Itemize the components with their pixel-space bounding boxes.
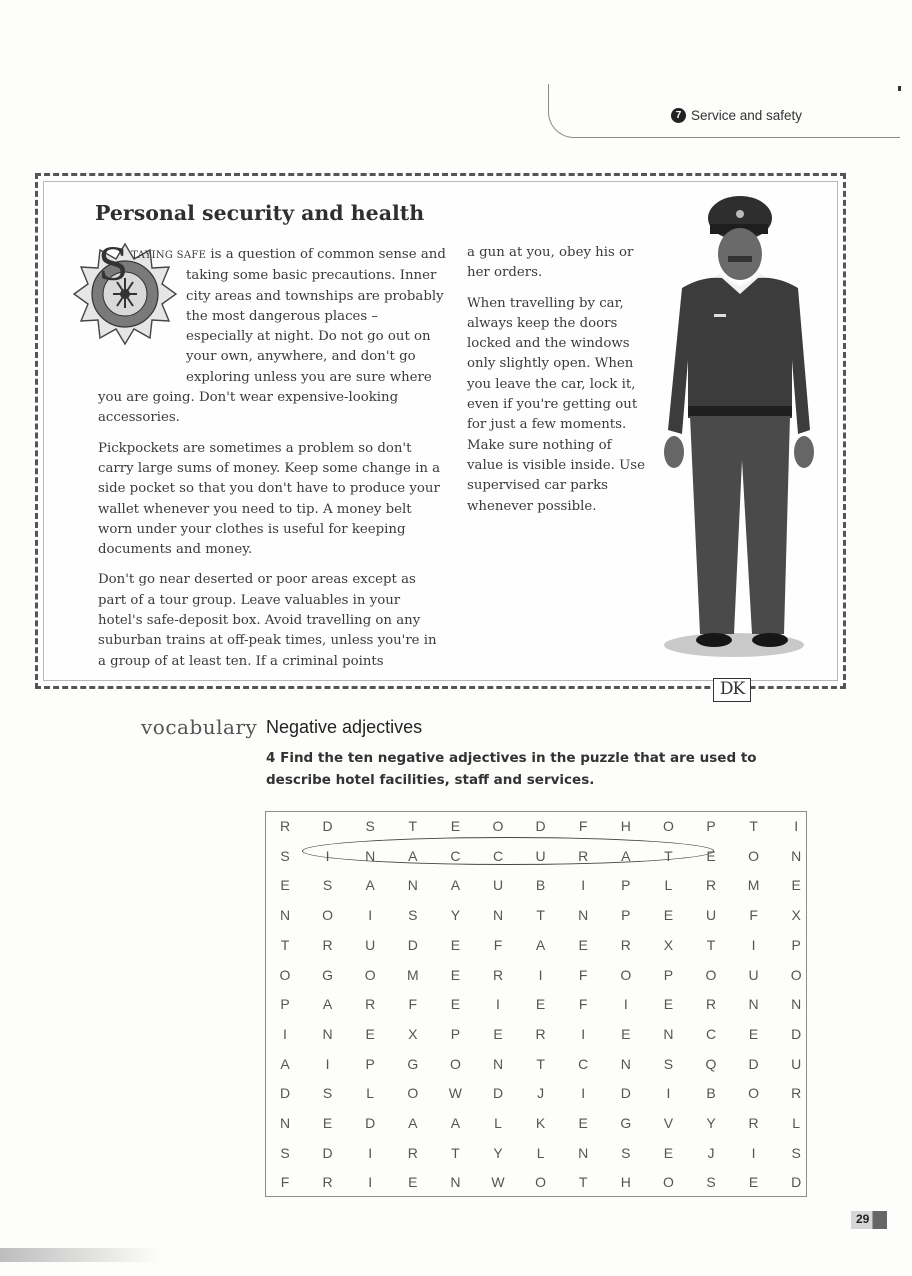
word-search-grid[interactable] xyxy=(265,811,807,1197)
puzzle-letter[interactable]: Y xyxy=(706,1115,716,1131)
puzzle-letter[interactable]: D xyxy=(492,1085,504,1102)
puzzle-letter[interactable]: R xyxy=(322,1174,333,1191)
puzzle-letter[interactable]: A xyxy=(322,996,333,1013)
puzzle-letter[interactable]: P xyxy=(706,818,716,834)
puzzle-letter[interactable]: I xyxy=(581,1085,586,1102)
puzzle-letter[interactable]: U xyxy=(791,1055,802,1072)
puzzle-letter[interactable]: F xyxy=(280,1174,290,1191)
crop-mark xyxy=(898,86,901,91)
puzzle-letter[interactable]: K xyxy=(535,1115,546,1131)
puzzle-letter[interactable]: C xyxy=(492,847,504,864)
puzzle-letter[interactable]: S xyxy=(621,1144,631,1161)
exercise-instruction: 4 Find the ten negative adjectives in the puzzle that are used to describe hotel facilities, staff and services. xyxy=(266,750,757,788)
puzzle-letter[interactable]: B xyxy=(706,1085,716,1102)
puzzle-letter[interactable]: N xyxy=(279,907,291,924)
puzzle-letter[interactable]: S xyxy=(280,1144,290,1161)
puzzle-letter[interactable]: U xyxy=(535,847,546,864)
paragraph: Don't go near deserted or poor areas except as part of a tour group. Leave valuables in your hotel's safe-deposit box. Avoid travelling on any suburban trains at off-peak times, unless you're in a group of at least ten. If a criminal points xyxy=(98,572,437,669)
puzzle-letter[interactable]: O xyxy=(705,966,717,983)
puzzle-letter[interactable]: S xyxy=(322,1085,333,1102)
puzzle-letter[interactable]: I xyxy=(368,907,373,924)
unit-header xyxy=(671,108,802,123)
puzzle-letter[interactable]: P xyxy=(663,966,674,983)
puzzle-letter[interactable]: C xyxy=(578,1055,589,1072)
puzzle-letter[interactable]: V xyxy=(663,1115,674,1131)
puzzle-letter[interactable]: I xyxy=(325,847,330,864)
puzzle-letter[interactable]: Y xyxy=(493,1144,503,1161)
puzzle-letter[interactable]: J xyxy=(707,1144,715,1161)
feature-title: Personal security and health xyxy=(95,201,425,225)
puzzle-letter[interactable]: E xyxy=(408,1174,418,1191)
puzzle-letter[interactable]: F xyxy=(749,907,758,924)
puzzle-letter[interactable]: D xyxy=(791,1025,802,1042)
puzzle-letter[interactable]: R xyxy=(705,996,717,1013)
puzzle-letter[interactable]: A xyxy=(280,1055,290,1072)
puzzle-letter[interactable]: J xyxy=(537,1085,545,1102)
puzzle-letter[interactable]: I xyxy=(368,1174,373,1191)
puzzle-letter[interactable]: O xyxy=(322,907,334,924)
puzzle-letter[interactable]: M xyxy=(406,966,419,983)
puzzle-letter[interactable]: A xyxy=(408,1115,418,1131)
puzzle-letter[interactable]: E xyxy=(791,877,801,894)
puzzle-letter[interactable]: L xyxy=(366,1085,375,1102)
puzzle-letter[interactable]: O xyxy=(279,966,291,983)
puzzle-letter[interactable]: O xyxy=(449,1055,461,1072)
puzzle-letter[interactable]: N xyxy=(492,1055,504,1072)
puzzle-letter[interactable]: X xyxy=(791,907,801,924)
puzzle-letter[interactable]: W xyxy=(448,1085,462,1102)
paragraph: is a question of common sense and taking some basic precautions. Inner city areas and townships are probably the most dangerous places – especially at night. Do not go out on your own, anywhere, and don't go exploring unless you are sure where you are going. Don't wear expensive-looking accessories. xyxy=(98,247,446,426)
puzzle-letter[interactable]: N xyxy=(322,1025,333,1042)
puzzle-letter[interactable]: R xyxy=(322,936,333,953)
puzzle-letter[interactable]: E xyxy=(663,996,674,1013)
puzzle-letter[interactable]: A xyxy=(621,847,631,864)
puzzle-letter[interactable]: T xyxy=(408,818,418,834)
puzzle-letter[interactable]: I xyxy=(794,818,799,834)
puzzle-letter[interactable]: O xyxy=(492,818,504,834)
puzzle-letter[interactable]: C xyxy=(450,847,461,864)
puzzle-letter[interactable]: P xyxy=(365,1055,375,1072)
puzzle-letter[interactable]: T xyxy=(451,1144,460,1161)
puzzle-letter[interactable]: D xyxy=(322,818,333,834)
puzzle-letter[interactable]: E xyxy=(578,936,588,953)
puzzle-letter[interactable]: A xyxy=(450,877,461,894)
puzzle-letter[interactable]: A xyxy=(450,1115,461,1131)
puzzle-letter[interactable]: I xyxy=(325,1055,330,1072)
puzzle-letter[interactable]: D xyxy=(365,1115,376,1131)
puzzle-letter[interactable]: S xyxy=(663,1055,674,1072)
section-tag: vocabulary xyxy=(141,715,258,739)
puzzle-letter[interactable]: D xyxy=(279,1085,291,1102)
lead-smallcaps: TAYING SAFE xyxy=(131,250,207,261)
puzzle-letter[interactable]: T xyxy=(536,907,545,924)
puzzle-letter[interactable]: N xyxy=(365,847,376,864)
puzzle-letter[interactable]: N xyxy=(620,1055,631,1072)
puzzle-letter[interactable]: E xyxy=(706,847,716,864)
dropcap: S xyxy=(98,240,129,291)
puzzle-letter[interactable]: N xyxy=(663,1025,674,1042)
section-title: Negative adjectives xyxy=(266,717,423,737)
puzzle-letter[interactable]: S xyxy=(322,877,333,894)
feature-column-2 xyxy=(467,243,649,527)
puzzle-letter[interactable]: E xyxy=(535,996,546,1013)
puzzle-letter[interactable]: G xyxy=(407,1055,419,1072)
puzzle-letter[interactable]: A xyxy=(408,847,418,864)
puzzle-letter[interactable]: P xyxy=(791,936,801,953)
puzzle-letter[interactable]: E xyxy=(280,877,290,894)
puzzle-letter[interactable]: E xyxy=(621,1025,631,1042)
puzzle-letter[interactable]: E xyxy=(365,1025,375,1042)
puzzle-letter[interactable]: O xyxy=(535,1174,547,1191)
puzzle-letter[interactable]: P xyxy=(280,996,290,1013)
puzzle-letter[interactable]: S xyxy=(706,1174,716,1191)
puzzle-letter[interactable]: I xyxy=(283,1025,287,1042)
puzzle-letter[interactable]: U xyxy=(492,877,504,894)
puzzle-letter[interactable]: A xyxy=(535,936,546,953)
puzzle-letter[interactable]: E xyxy=(748,1174,759,1191)
puzzle-letter[interactable]: L xyxy=(494,1115,502,1131)
puzzle-letter[interactable]: P xyxy=(621,907,631,924)
puzzle-letter[interactable]: E xyxy=(663,1144,674,1161)
puzzle-letter[interactable]: I xyxy=(751,1144,756,1161)
puzzle-letter[interactable]: O xyxy=(662,1174,674,1191)
puzzle-letter[interactable]: T xyxy=(749,818,758,834)
unit-title: Service and safety xyxy=(691,108,803,123)
puzzle-letter[interactable]: N xyxy=(407,877,418,894)
puzzle-letter[interactable]: N xyxy=(791,996,802,1013)
puzzle-letter[interactable]: U xyxy=(705,907,717,924)
puzzle-letter[interactable]: R xyxy=(407,1144,418,1161)
puzzle-letter[interactable]: R xyxy=(748,1115,759,1131)
paragraph: a gun at you, obey his or her orders. xyxy=(467,245,634,281)
page-number: 29 xyxy=(856,1212,870,1226)
puzzle-letter[interactable]: I xyxy=(496,996,500,1013)
puzzle-letter[interactable]: I xyxy=(623,996,628,1013)
paragraph: Pickpockets are sometimes a problem so don't carry large sums of money. Keep some change in a side pocket so that you don't have to produce your wallet whenever you need to tip. A money belt worn under your clothes is useful for keeping documents and money. xyxy=(98,440,441,558)
puzzle-letter[interactable]: S xyxy=(365,818,375,834)
puzzle-letter[interactable]: O xyxy=(407,1085,419,1102)
page-number-tab xyxy=(851,1211,887,1229)
puzzle-letter[interactable]: T xyxy=(664,847,673,864)
puzzle-letter[interactable]: F xyxy=(493,936,503,953)
puzzle-letter[interactable]: L xyxy=(664,877,673,894)
puzzle-letter[interactable]: R xyxy=(578,847,589,864)
puzzle-letter[interactable]: T xyxy=(706,936,716,953)
puzzle-letter[interactable]: F xyxy=(408,996,418,1013)
unit-number-badge: 7 xyxy=(671,108,686,123)
puzzle-letter[interactable]: D xyxy=(791,1174,802,1191)
puzzle-letter[interactable]: N xyxy=(578,907,589,924)
puzzle-letter[interactable]: R xyxy=(620,936,631,953)
publisher-logo: DK xyxy=(713,678,751,702)
puzzle-letter[interactable]: R xyxy=(705,877,717,894)
puzzle-letter[interactable]: I xyxy=(581,877,586,894)
puzzle-letter[interactable]: E xyxy=(663,907,674,924)
puzzle-letter[interactable]: S xyxy=(280,847,290,864)
puzzle-letter[interactable]: E xyxy=(450,966,461,983)
puzzle-letter[interactable]: G xyxy=(322,966,334,983)
puzzle-letter[interactable]: O xyxy=(748,1085,760,1102)
puzzle-letter[interactable]: P xyxy=(621,877,631,894)
puzzle-letter[interactable]: N xyxy=(279,1115,291,1131)
puzzle-letter[interactable]: T xyxy=(280,936,290,953)
puzzle-letter[interactable]: T xyxy=(536,1055,545,1072)
puzzle-letter[interactable]: D xyxy=(322,1144,333,1161)
puzzle-letter[interactable]: E xyxy=(450,996,461,1013)
puzzle-letter[interactable]: M xyxy=(747,877,760,894)
feature-column-1 xyxy=(98,240,446,682)
puzzle-letter[interactable]: N xyxy=(578,1144,589,1161)
puzzle-letter[interactable]: I xyxy=(666,1085,671,1102)
puzzle-letter[interactable]: L xyxy=(792,1115,801,1131)
puzzle-letter[interactable]: S xyxy=(791,1144,801,1161)
puzzle-letter[interactable]: F xyxy=(578,996,588,1013)
puzzle-letter[interactable]: N xyxy=(450,1174,461,1191)
puzzle-letter[interactable]: H xyxy=(620,818,631,834)
puzzle-letter[interactable]: A xyxy=(365,877,375,894)
puzzle-letter[interactable]: B xyxy=(535,877,546,894)
puzzle-letter[interactable]: E xyxy=(450,818,461,834)
puzzle-letter[interactable]: C xyxy=(705,1025,717,1042)
puzzle-letter[interactable]: U xyxy=(748,966,759,983)
puzzle-letter[interactable]: N xyxy=(791,847,802,864)
puzzle-letter[interactable]: R xyxy=(791,1085,802,1102)
puzzle-letter[interactable]: O xyxy=(620,966,632,983)
puzzle-letter[interactable]: D xyxy=(407,936,418,953)
puzzle-letter[interactable]: E xyxy=(578,1115,588,1131)
puzzle-letter[interactable]: F xyxy=(578,966,588,983)
puzzle-letter[interactable]: D xyxy=(620,1085,631,1102)
puzzle-letter[interactable]: H xyxy=(620,1174,631,1191)
puzzle-letter[interactable]: Y xyxy=(450,907,461,924)
scan-smudge xyxy=(0,1248,160,1262)
puzzle-letter[interactable]: N xyxy=(748,996,759,1013)
puzzle-letter[interactable]: W xyxy=(491,1174,505,1191)
puzzle-letter[interactable]: Q xyxy=(705,1055,717,1072)
puzzle-letter[interactable]: E xyxy=(493,1025,503,1042)
puzzle-letter[interactable]: O xyxy=(790,966,802,983)
puzzle-letter[interactable]: D xyxy=(748,1055,759,1072)
puzzle-letter[interactable]: R xyxy=(535,1025,546,1042)
puzzle-letter[interactable]: I xyxy=(751,936,756,953)
puzzle-letter[interactable]: U xyxy=(365,936,376,953)
puzzle-letter[interactable]: I xyxy=(538,966,543,983)
puzzle-letter[interactable]: D xyxy=(535,818,546,834)
police-officer-photo xyxy=(652,190,814,662)
puzzle-letter[interactable]: R xyxy=(365,996,376,1013)
puzzle-letter[interactable]: X xyxy=(663,936,674,953)
puzzle-letter[interactable]: E xyxy=(322,1115,333,1131)
puzzle-letter[interactable]: L xyxy=(536,1144,545,1161)
paragraph: When travelling by car, always keep the doors locked and the windows only slightly open. When you leave the car, lock it, even if you're getting out for just a few moments. Make sure nothing of value is visible inside. Use supervised car parks whenever possible. xyxy=(467,295,645,514)
puzzle-letter[interactable]: F xyxy=(578,818,588,834)
puzzle-letter[interactable]: O xyxy=(662,818,674,834)
puzzle-letter[interactable]: E xyxy=(450,936,461,953)
puzzle-letter[interactable]: I xyxy=(581,1025,586,1042)
puzzle-letter[interactable]: E xyxy=(748,1025,759,1042)
puzzle-letter[interactable]: G xyxy=(620,1115,632,1131)
puzzle-letter[interactable]: R xyxy=(279,818,291,834)
puzzle-letter[interactable]: S xyxy=(408,907,418,924)
puzzle-letter[interactable]: I xyxy=(368,1144,373,1161)
puzzle-letter[interactable]: P xyxy=(450,1025,461,1042)
puzzle-letter[interactable]: R xyxy=(492,966,504,983)
puzzle-letter[interactable]: N xyxy=(492,907,504,924)
puzzle-letter[interactable]: T xyxy=(578,1174,588,1191)
puzzle-letter[interactable]: O xyxy=(748,847,760,864)
puzzle-letter[interactable]: X xyxy=(408,1025,418,1042)
puzzle-letter[interactable]: O xyxy=(364,966,376,983)
